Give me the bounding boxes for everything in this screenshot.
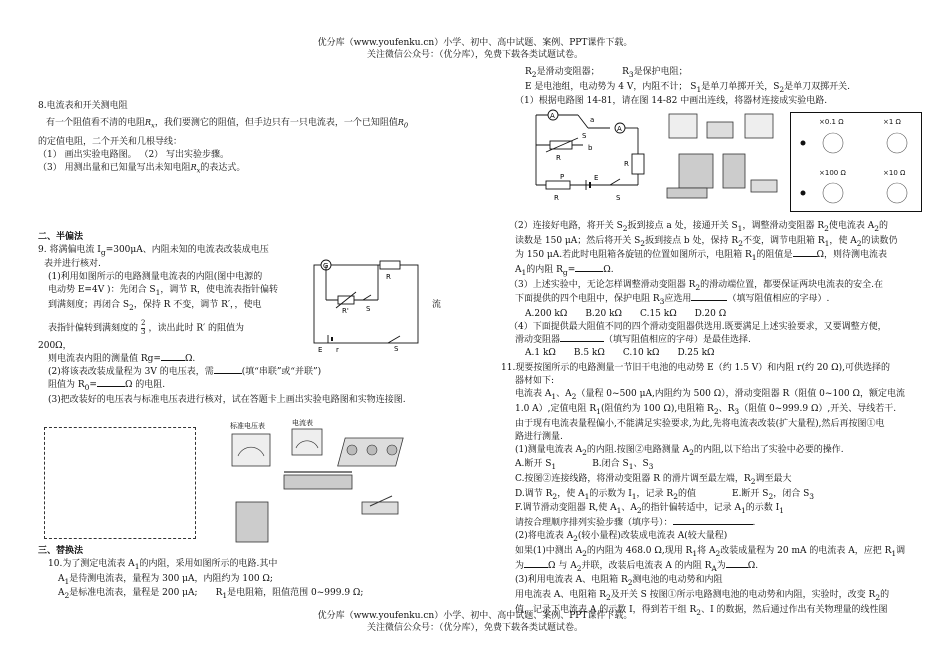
q11-part2-line-1: 如果(1)中测出 $A_2$的内阻为 468.0 Ω,现用 $R_1$将 $A_2$改装成量程为 20 mA 的电流表 A，应把 $R_1$调 <box>515 545 906 558</box>
q8-title: 8.电流表和开关测电阻 <box>38 101 128 111</box>
right-column-top <box>495 66 920 108</box>
switch-image <box>362 502 398 514</box>
switch-s1 <box>388 336 400 343</box>
label-r3: R <box>624 160 629 168</box>
q11-part2-line-2: 为 Ω 与 $A_2$并联，改装后电流表 A 的内阻 $R_A$为 Ω. <box>515 560 759 573</box>
apparatus-s2 <box>707 122 733 138</box>
q9-line-7: 200Ω， <box>38 341 72 352</box>
q11-line-5: 由于现有电流表量程偏小,不能满足实验要求,为此,先将电流表改装(扩大量程),然后再按图①电 <box>515 418 885 429</box>
dial-knob-1 <box>887 133 907 153</box>
page-header <box>0 38 950 61</box>
q8-line-3: （1） 画出实验电路图。 （2） 写出实验步骤。 <box>38 150 230 161</box>
q11-part3-line-1: 用电流表 A、电阻箱 $R_2$及开关 S 按图①所示电路测电池的电动势和内阻，实验时，改变 $R_2$的 <box>515 589 890 602</box>
section-2-title: 二、半偏法 <box>38 231 84 242</box>
apparatus-r2 <box>667 188 707 198</box>
q10-part2-line-2: 读数是 150 μA；然后将开关 $S_2$扳到接点 b 处，保持 $R_2$不变，调节电阻箱 $R_1$，使 $A_2$的读数仍 <box>515 235 898 248</box>
label-s2: S <box>366 305 371 313</box>
battery-image <box>236 502 268 542</box>
label-r: R <box>386 273 391 281</box>
dial-label-1: ×1 Ω <box>883 118 901 126</box>
q11-step-c: C.按图②连接线路，将滑动变阻器 R 的滑片调至最左端，$R_2$调至最大 <box>515 474 792 486</box>
label-s2-right: S <box>582 132 587 140</box>
switch-s2 <box>363 295 371 300</box>
header-line-1: 优分库（www.youfenku.cn）小学、初中、高中试题、案例、PPT课件下载。 <box>317 38 633 48</box>
dial-knob-01 <box>823 133 843 153</box>
apparatus-resistance-box <box>679 154 713 188</box>
q11-part3-line-2: 值，记录下电流表 A 的示数 I，得到若干组 $R_2$、I 的数据，然后通过作出有关物理量的线性图 <box>515 604 888 617</box>
q11-order-prompt: 请按合理顺序排列实验步骤（填序号）： . <box>515 518 756 529</box>
footer-line-2: 关注微信公众号：（优分库），免费下载各类试题试卷。 <box>366 622 583 633</box>
q8-line-1: 有一个阻值看不清的电阻$R_x$，我们要测它的阻值，但手边只有一只电流表，一个已知阻值$R_0$ <box>46 118 409 130</box>
q9-circuit-diagram <box>308 255 428 355</box>
voltmeter-image <box>232 434 270 466</box>
footer-line-1: 优分库（www.youfenku.cn）小学、初中、高中试题、案例、PPT课件下载。 <box>317 611 633 621</box>
resistance-box-dial-panel <box>790 112 922 212</box>
q10-line-3: $A_2$是标准电流表，量程是 200 μA; $R_1$是电阻箱，阻值范围 0~999.9 Ω; <box>58 588 364 601</box>
dial-label-10: ×10 Ω <box>883 169 906 177</box>
q9-line-6: 表指针偏转到满刻度的 $\frac{2}{3}$ ，读出此时 R′ 的阻值为 <box>48 318 245 336</box>
q9-apparatus-illustration <box>222 420 417 545</box>
q11-line-4: 1.0 A）,定值电阻 $R_1$(阻值约为 100 Ω),电阻箱 $R_2$、$R_3$（阻值 0~999.9 Ω）,开关、导线若干. <box>515 403 897 416</box>
label-e: E <box>318 346 323 354</box>
q10-part1: （1）根据电路图 14-81，请在图 14-82 中画出连线，将器材连接成实验电路. <box>515 96 828 107</box>
q9-line-9: (2)将该表改装成量程为 3V 的电压表，需 (填“串联”或“并联”) <box>48 367 322 378</box>
label-e-right: E <box>594 174 599 182</box>
label-standard-voltmeter: 标准电压表 <box>230 422 265 430</box>
q9-line-11: (3)把改装好的电压表与标准电压表进行核对，试在答题卡上画出实验电路图和实物连接图. <box>48 395 406 406</box>
resistor-r <box>380 261 400 269</box>
terminal-top <box>801 141 806 146</box>
q8-line-2: 的定值电阻，二个开关和几根导线： <box>38 137 183 148</box>
dial-label-100: ×100 Ω <box>819 169 846 177</box>
q10-part4-line-1: （4）下面提供最大阻值不同的四个滑动变阻器供选用.既要满足上述实验要求，又要调整方便， <box>509 322 887 333</box>
q10-part3-options: A.200 kΩ B.20 kΩ C.15 kΩ D.20 Ω <box>525 309 727 320</box>
q10-apparatus-illustration <box>665 110 785 210</box>
q11-part3-title: (3)利用电流表 A、电阻箱 $R_2$测电池的电动势和内阻 <box>515 575 723 587</box>
label-a: a <box>590 116 595 124</box>
q11-part2-title: (2)将电流表 $A_2$(较小量程)改装成电流表 A(较大量程) <box>515 531 728 543</box>
q10-part4-options: A.1 kΩ B.5 kΩ C.10 kΩ D.25 kΩ <box>525 348 715 359</box>
q9-line-8: 则电流表内阻的测量值 Rg= Ω. <box>48 354 196 365</box>
q9-line-10: 阻值为 $R_0= \Omega$ 的电阻. <box>48 380 166 393</box>
q10-line-1: 10.为了测定电流表 $A_1$的内阻，采用如图所示的电路.其中 <box>48 559 278 571</box>
header-line-2: 关注微信公众号：（优分库），免费下载各类试题试卷。 <box>366 49 583 60</box>
q11-step-d-e: D.调节 $R_2$，使 $A_1$的示数为 $I_1$，记录 $R_2$的值 E.断开 $S_2$，闭合 $S_3$ <box>515 488 815 501</box>
switch-s1-blade <box>610 179 620 185</box>
q10-line-2: $A_1$是待测电流表，量程为 300 μA，内阻约为 100 Ω; <box>58 573 273 586</box>
ammeter-image <box>292 429 322 455</box>
section-3-title: 三、替换法 <box>38 546 84 556</box>
rheostat-image <box>284 475 352 489</box>
q11-step-f: F.调节滑动变阻器 R,使 $A_1$、$A_2$的指针偏转适中，记录 $A_1$的示数 $I_1$ <box>515 503 784 516</box>
left-column-bottom <box>38 545 448 602</box>
switch-s2-blade <box>578 115 588 128</box>
q11-line-6: 路进行测量. <box>515 431 563 442</box>
q10-circuit-diagram <box>528 110 648 210</box>
label-r-small: r <box>336 346 339 354</box>
q9-circuit-frame <box>314 265 418 343</box>
q9-line-2: 表并进行核对. <box>44 259 101 270</box>
label-s1-right: S <box>616 194 621 202</box>
left-column <box>38 100 448 407</box>
q10-part2-line-3: 为 150 μA.若此时电阻箱各旋钮的位置如图所示，电阻箱 $R_1$的阻值是 Ω，则待测电流表 <box>515 250 888 263</box>
label-g: G <box>323 262 329 270</box>
label-r-prime: R' <box>342 307 349 315</box>
q10-line-4: $R_2$是滑动变阻器； $R_3$是保护电阻； <box>525 67 688 79</box>
q9-line-5: 到满刻度；再闭合 $S_2$，保持 R 不变，调节 R′，，使电 流 <box>48 300 442 312</box>
label-a2: A <box>550 112 555 120</box>
label-p: P <box>560 173 565 181</box>
label-r1: R <box>556 154 561 162</box>
page-footer <box>0 611 950 634</box>
q11-line-3: 电流表 $A_1$、$A_2$（量程 0~500 μA,内阻约为 500 Ω），滑动变阻器 R（阻值 0~100 Ω，额定电流 <box>515 389 905 402</box>
label-a1: A <box>617 125 622 133</box>
right-column-mid <box>495 220 920 618</box>
terminal-bottom <box>801 191 806 196</box>
q10-part3-line-2: 下面提供的四个电阻中，保护电阻 $R_3$应选用 （填写阻值相应的字母）. <box>515 294 830 307</box>
label-r2: R <box>554 194 559 202</box>
rheostat-r2 <box>546 181 570 189</box>
q9-line-1: 9. 将满偏电流 $I_g=300\mu A$、内阻未知的电流表改装成电压 <box>38 244 269 257</box>
q10-part2-line-1: （2）连接好电路，将开关 $S_2$扳到接点 a 处，接通开关 $S_1$，调整滑动变阻器 $R_2$使电流表 $A_2$的 <box>509 221 889 233</box>
answer-box-dashed <box>44 427 196 539</box>
dial-label-01: ×0.1 Ω <box>819 118 844 126</box>
label-s1: S <box>394 345 399 353</box>
q9-line-3: (1)利用如图所示的电路测量电流表的内阻(图中电源的 <box>48 272 263 283</box>
apparatus-a1 <box>669 114 697 138</box>
dial-knob-100 <box>823 183 843 203</box>
dial-knob-10 <box>887 183 907 203</box>
q10-part3-line-1: （3）上述实验中，无论怎样调整滑动变阻器 $R_2$的滑动端位置，都要保证两块电流表的安全.在 <box>509 279 884 292</box>
q9-line-4: 电动势 E=4V )：先闭合 $S_1$，调节 R，使电流表指针偏转 <box>48 285 279 298</box>
q11-step-a-b: A.断开 $S_1$ B.闭合 $S_1$、$S_3$ <box>515 459 654 472</box>
q10-part4-line-2: 滑动变阻器 （填写阻值相应的字母）是最佳选择. <box>515 335 751 346</box>
q10-line-5: E 是电池组，电动势为 4 V，内阻不计； $S_1$是单刀单掷开关，$S_2$是单刀双掷开关. <box>525 81 851 94</box>
q11-line-2: 器材如下: <box>515 376 555 387</box>
apparatus-battery <box>723 154 745 188</box>
q8-line-4: （3） 用测出量和已知量写出未知电阻$R_x$的表达式。 <box>38 163 246 175</box>
label-b: b <box>588 144 593 152</box>
q11-line-7: (1)测量电流表 $A_2$的内阻.按图②电路测量 $A_2$的内阻,以下给出了实验中必要的操作. <box>515 444 844 457</box>
resistor-r3 <box>632 154 644 174</box>
q11-line-1: 11.现要按图所示的电路测量一节旧干电池的电动势 E（约 1.5 V）和内阻 r(约 20 Ω),可供选择的 <box>501 363 890 374</box>
apparatus-a2 <box>745 114 773 138</box>
q10-part2-line-4: $A_1$的内阻 $R_g= \Omega$. <box>515 265 614 277</box>
label-ammeter: 电流表 <box>292 419 313 427</box>
apparatus-s1 <box>751 180 777 192</box>
